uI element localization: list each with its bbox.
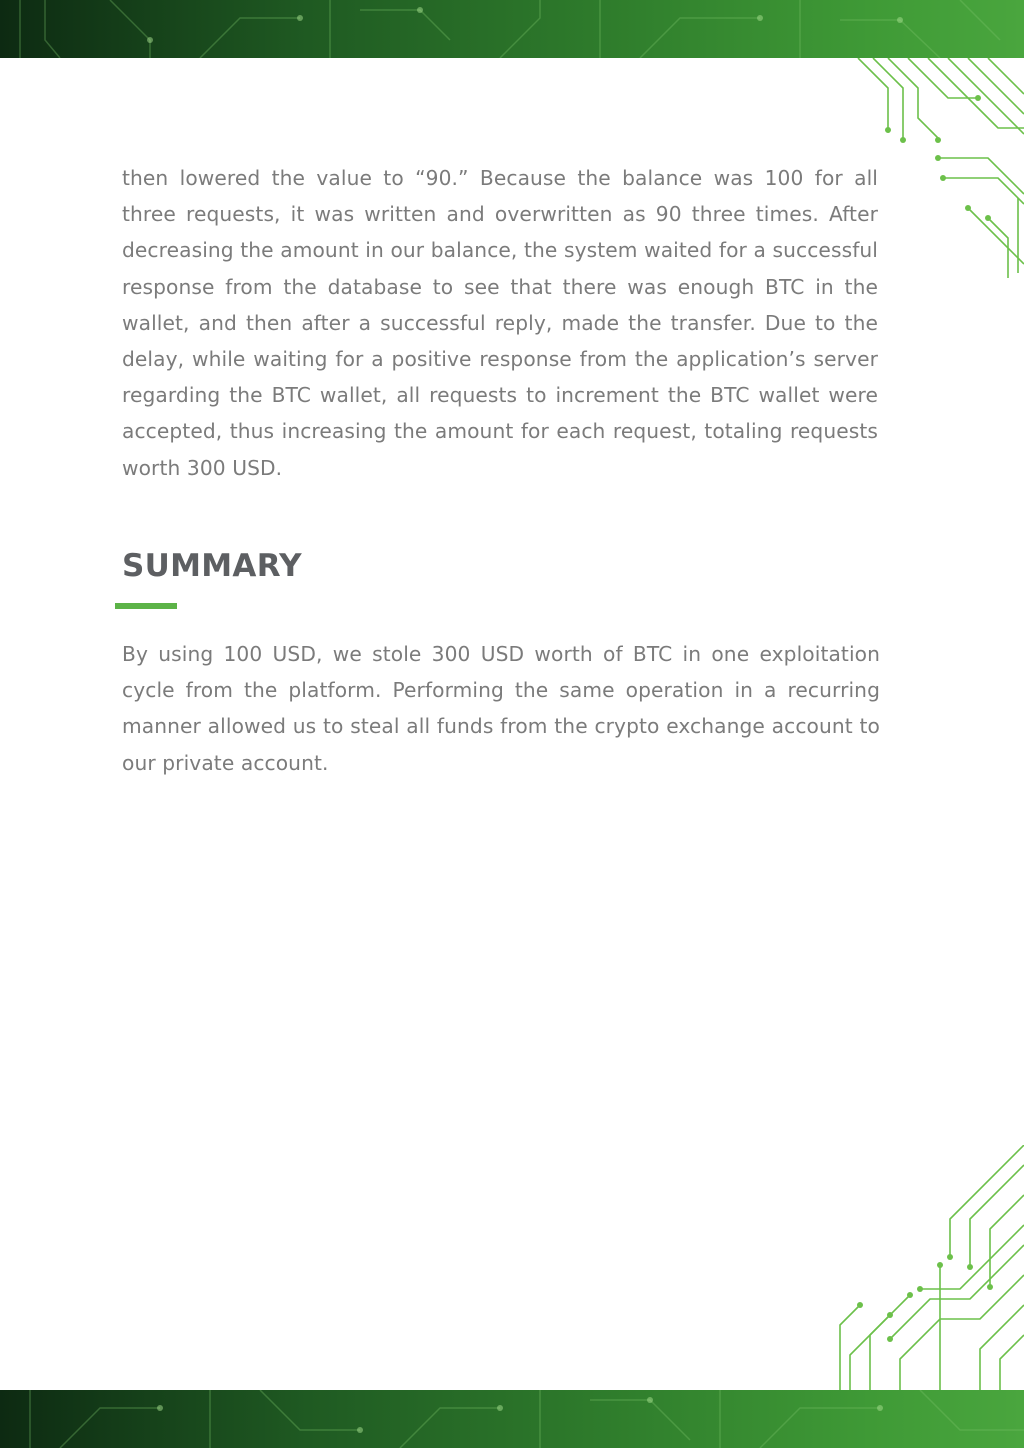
circuit-trace-icon [830,1145,1024,1390]
circuit-band-bottom-art [0,1390,1024,1448]
summary-section [122,636,880,781]
bottom-circuit-band [0,1390,1024,1448]
heading-accent-rule [115,603,177,609]
body-section [122,160,878,486]
summary-heading: SUMMARY [122,548,302,584]
circuit-band-top-art [0,0,1024,58]
top-circuit-band [0,0,1024,58]
body-paragraph: then lowered the value to “90.” Because the balance was 100 for all three requests, it was written and overwritten as 90 three times. After decreasing the amount in our balance, the system waited for a successful response from the database to see that there was enough BTC in the wallet, and then after a successful reply, made the transfer. Due to the delay, while waiting for a positive response from the application’s server regarding the BTC wallet, all requests to increment the BTC wallet were accepted, thus increasing the amount for each request, totaling requests worth 300 USD. [122,166,878,480]
summary-paragraph: By using 100 USD, we stole 300 USD worth of BTC in one exploitation cycle from the platform. Performing the same operation in a recurring manner allowed us to steal all funds from the crypto exchange account to our private account. [122,642,880,775]
circuit-ornament-bottom-right [830,1145,1024,1390]
